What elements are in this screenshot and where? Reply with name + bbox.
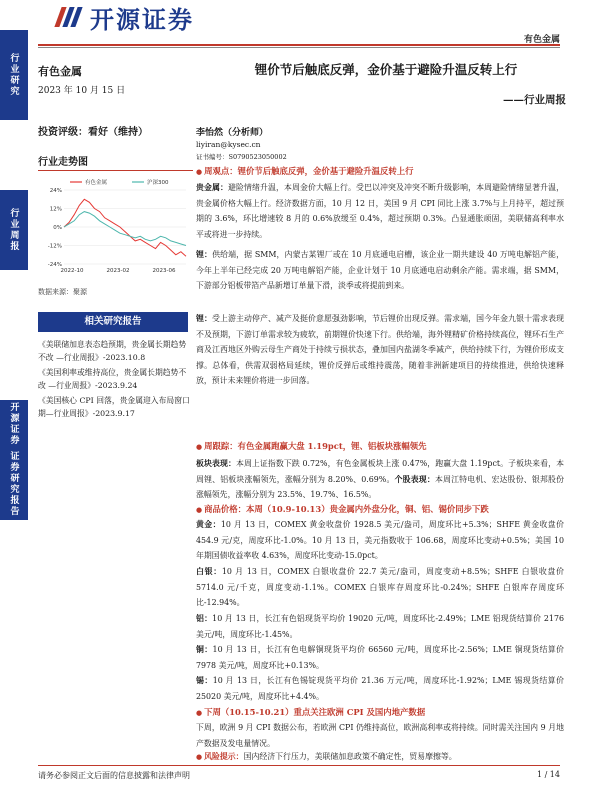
paragraph-aluminum	[196, 247, 564, 294]
chart-y-tick-label: -12%	[47, 243, 62, 250]
para-label: 铝：	[196, 614, 213, 623]
para-text: 受上游主动停产、减产及挺价意愿强劲影响，节后锂价出现反弹。需求端，国今年金九银十需求表现不及预期，下游订单需求较为疲软，前期锂价快速下行。供给端，海外锂精矿价格持续高位，锂环石生产商及江西地区外购云母生产商处于持续亏损状态，叠加国内盐湖冬季减产，供给持续下行，为锂价形成支撑。总体看，供需双弱格局延续，锂价反弹后或维持震荡，随着非洲新建项目的持续推进，供给快速释放，预计未来锂价将进一步回落。	[196, 314, 564, 385]
chart-lines	[64, 199, 186, 256]
para-label: 个股表现：	[394, 474, 435, 484]
paragraph-gold	[196, 517, 564, 564]
footer-divider	[38, 765, 560, 766]
logo-icon	[58, 5, 84, 29]
paragraph-sector-performance	[196, 456, 564, 503]
chart-legend-label: 沪深300	[147, 180, 169, 186]
paragraph-next-week: 下周，欧洲 9 月 CPI 数据公布，若欧洲 CPI 仍维持高位，欧洲高利率或将持续。同时需关注国内 9 月地产数据及发电量情况。	[196, 723, 564, 748]
trend-chart-title: 行业走势图	[38, 157, 88, 168]
para-text: 避险情绪升温，本周金价大幅上行。受巴以冲突及冲突不断升级影响，本周避险情绪显著升温，贵金属价格大幅上行。经济数据方面，10 月 12 日，美国 9 月 CPI 同比上涨 3.7%与上月持平，超过预期的 3.6%，环比增速较 8 月的 0.6%放缓至 0.4%，超过预期 0.3%。凸显通胀顽固，美联储高利率水平或将进一步持续。	[196, 183, 564, 239]
para-label: 白银：	[196, 567, 222, 576]
author: 李怡然（分析师）	[196, 128, 269, 138]
section-weekly-view: ● 周观点：锂价节后触底反弹，金价基于避险升温反转上行	[196, 165, 564, 177]
paragraph-tin-price	[196, 673, 564, 704]
header-divider-thin	[38, 47, 560, 48]
para-label: 锂：	[196, 314, 213, 323]
footer-disclaimer: 请务必参阅正文后面的信息披露和法律声明	[38, 771, 190, 780]
side-tab-weekly: 行业周报	[0, 190, 28, 270]
related-report-link[interactable]: 《美国核心 CPI 回落，贵金属迎入布局窗口期—行业周报》-2023.9.17	[38, 396, 190, 418]
chart-y-ticks	[48, 188, 62, 268]
report-subtitle: ——行业周报	[503, 94, 566, 106]
related-reports-title: 相关研究报告	[38, 312, 188, 332]
paragraph-risk	[196, 749, 564, 765]
trend-divider	[38, 170, 193, 171]
para-text: 供给端，据 SMM，内蒙古某锂厂或在 10 月底通电启槽，该企业一期共建设 40 万吨电解铝产能，今年上半年已经完成 20 万吨电解铝产能，企业计划于 10 月底通电启动剩余产能。需求端，据 SMM，下游部分铝板带箔产品新增订单量下滑，淡季或将提前到来。	[196, 250, 564, 290]
para-text: 10 月 13 日，COMEX 白银收盘价 22.7 美元/盎司，周度变动+8.5%；SHFE 白银收盘价 5714.0 元/千克，周度变动-1.1%。COMEX 白银库存周度环比-0.24%；SHFE 白银库存周度环比-12.94%。	[196, 567, 564, 607]
report-date: 2023 年 10 月 15 日	[38, 86, 126, 96]
para-label: 锡：	[196, 676, 213, 685]
page-number: 1 / 14	[536, 770, 560, 779]
para-label: 板块表现：	[196, 459, 236, 468]
chart-x-tick-label: 2023-06	[152, 268, 176, 274]
paragraph-copper-price	[196, 642, 564, 673]
chart-y-tick-label: -24%	[47, 262, 62, 268]
report-title: 锂价节后触底反弹，金价基于避险升温反转上行	[254, 62, 518, 77]
para-label: 黄金：	[196, 520, 221, 529]
paragraph-aluminum-price	[196, 611, 564, 642]
section-commodity-prices: ● 商品价格：本周（10.9-10.13）贵金属内外盘分化，铜、铝、锡价同步下跌	[196, 503, 564, 515]
para-text: 10 月 13 日，长江有色电解铜现货平均价 66560 元/吨，周度环比-2.56%；LME 铜现货结算价 7978 美元/吨，周度环比+0.13%。	[196, 645, 564, 670]
para-label: 铜：	[196, 645, 213, 654]
chart-series-line	[64, 199, 186, 256]
author-email[interactable]: liyiran@kysec.cn	[196, 140, 261, 149]
para-text: 10 月 13 日，长江有色铝现货平均价 19020 元/吨，周度环比-2.49%；LME 铝现货结算价 2176 美元/吨，周度环比-1.45%。	[196, 614, 564, 639]
chart-source: 数据来源：聚源	[38, 288, 87, 296]
para-text: 本周江特电机、宏达股份、银邦股份涨幅领先，涨幅分别为 23.5%、19.7%、16.5%。	[196, 474, 564, 499]
header-divider	[38, 44, 560, 46]
para-text: 10 月 13 日，COMEX 黄金收盘价 1928.5 美元/盎司，周度环比+5.3%；SHFE 黄金收盘价 454.9 元/克，周度环比-1.0%。10 月 13 日，美元指数收于 106.68，周度环比变动+0.5%；美国 10 年期国债收益率收 4.63%，周度环比变动-15.0pct。	[196, 520, 564, 560]
related-report-link[interactable]: 《美国利率或维持高位，贵金属长期趋势不改 —行业周报》-2023.9.24	[38, 368, 187, 390]
chart-series-line	[64, 212, 186, 246]
trend-chart	[38, 176, 188, 281]
sector-label: 有色金属	[38, 65, 82, 78]
author-cert: 证书编号：S0790523050002	[196, 153, 287, 161]
risk-label: ● 风险提示：	[196, 752, 244, 761]
section-next-week: ● 下周（10.15-10.21）重点关注欧洲 CPI 及国内地产数据	[196, 706, 564, 718]
chart-legend	[70, 178, 169, 186]
chart-y-tick-label: 24%	[49, 188, 62, 194]
para-text: 10 月 13 日，长江有色锡锭现货平均价 21.36 万元/吨，周度环比-1.92%；LME 锡现货结算价 25020 美元/吨，周度环比+4.4%。	[196, 676, 564, 701]
chart-x-ticks	[61, 268, 176, 274]
section-weekly-tracking: ● 周跟踪：有色金属跑赢大盘 1.19pct，锂、铝板块涨幅领先	[196, 440, 564, 452]
logo-text: 开源证券	[90, 5, 194, 34]
chart-y-tick-label: 12%	[49, 206, 62, 213]
side-tab-industry-research: 行业研究	[0, 30, 28, 120]
chart-legend-label: 有色金属	[85, 180, 108, 186]
rating: 投资评级：看好（维持）	[38, 127, 148, 138]
para-text: 本周上证指数下跌 0.72%，有色金属板块上涨 0.47%，跑赢大盘 1.19pct。子板块来看，本周锂、铝板块涨幅领先，涨幅分别为 8.20%、0.69%。	[196, 459, 564, 484]
related-report-link[interactable]: 《美联储加息表态趋预期，贵金属长期趋势不改 —行业周报》-2023.10.8	[38, 340, 187, 362]
paragraph-lithium	[196, 311, 564, 389]
logo	[58, 2, 194, 32]
header-category: 有色金属	[523, 35, 560, 45]
risk-text: 国内经济下行压力，美联储加息政策不确定性，贸易摩擦等。	[243, 752, 457, 761]
para-label: 锂：	[196, 250, 213, 259]
chart-y-tick-label: 0%	[53, 225, 62, 231]
paragraph-precious-metals	[196, 180, 564, 242]
chart-x-tick-label: 2022-10	[60, 268, 84, 274]
chart-x-tick-label: 2023-02	[106, 268, 130, 274]
para-label: 贵金属：	[196, 183, 229, 192]
side-tab-securities-report: 开源证券 证券研究报告	[0, 400, 28, 520]
paragraph-silver	[196, 564, 564, 611]
